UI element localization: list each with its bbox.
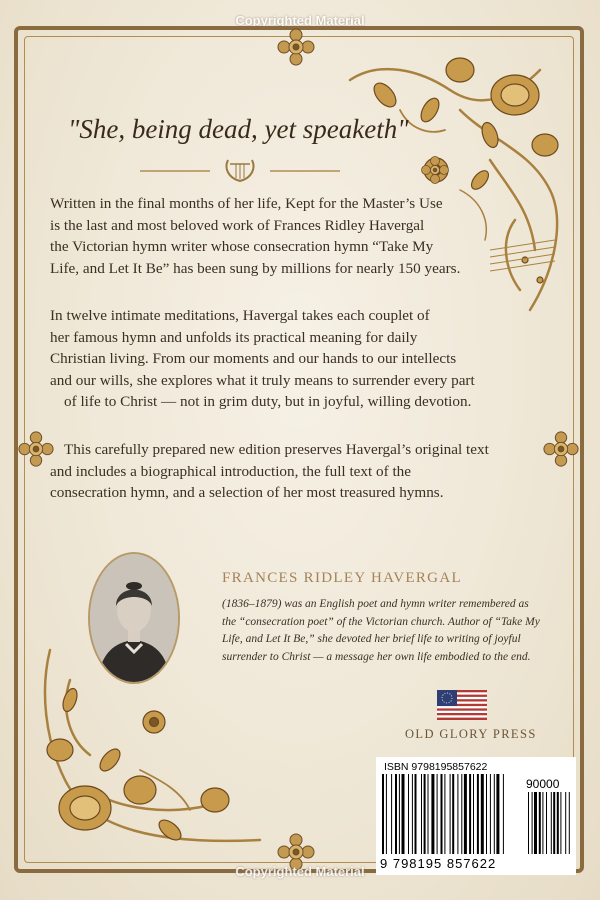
barcode-bar [496, 774, 499, 854]
author-name: FRANCES RIDLEY HAVERGAL [222, 570, 462, 586]
barcode-bar [395, 774, 397, 854]
description-paragraph-1 [50, 193, 530, 279]
barcode-bar [569, 792, 570, 854]
description-paragraph-2 [50, 305, 530, 413]
text-line: Life, and Let It Be,” she devoted her brief life to writing of joyful [222, 633, 521, 645]
barcode-bar [557, 792, 559, 854]
rosette-icon [276, 27, 316, 67]
isbn-barcode [376, 757, 576, 875]
text-line: In twelve intimate meditations, Havergal takes each couplet of [50, 307, 430, 324]
barcode-bar [452, 774, 454, 854]
barcode-bar [539, 792, 541, 854]
barcode-bar [424, 774, 426, 854]
barcode-bar [441, 774, 443, 854]
barcode-bar [428, 774, 429, 854]
barcode-bar [408, 774, 409, 854]
barcode-bar [437, 774, 438, 854]
author-portrait [88, 552, 180, 684]
barcode-bar [457, 774, 458, 854]
text-line: surrender to Christ — a message her own life embodied to the end. [222, 650, 531, 663]
text-line: the Victorian hymn writer whose consecration hymn “Take My [50, 238, 434, 256]
barcode-bar [490, 774, 491, 854]
text-line: This carefully prepared new edition preserves Havergal’s original text [64, 441, 489, 458]
barcode-bar [386, 774, 387, 854]
barcode-bar [494, 774, 495, 854]
barcode-bar [486, 774, 487, 854]
barcode-bar [481, 774, 484, 854]
barcode-bar [532, 792, 533, 854]
text-line: is the last and most beloved work of Frances Ridley Havergal [50, 216, 425, 234]
barcode-bar [565, 792, 566, 854]
text-line: of life to Christ — not in grim duty, but in joyful, willing devotion. [64, 393, 472, 411]
publisher-name: OLD GLORY PRESS [405, 727, 537, 741]
rosette-icon [420, 155, 450, 185]
barcode-bar [528, 792, 529, 854]
barcode-bar [415, 774, 417, 854]
lyre-icon [140, 156, 340, 186]
barcode-bar [542, 792, 543, 854]
rosette-icon [542, 430, 580, 468]
author-bio [222, 596, 552, 666]
barcode-bar [450, 774, 451, 854]
barcode-bar [399, 774, 400, 854]
barcode-bar [412, 774, 413, 854]
description-paragraph-3 [50, 439, 530, 504]
barcode-bar [391, 774, 392, 854]
watermark-bottom: Copyrighted Material [235, 864, 365, 879]
barcode-bar [464, 774, 467, 854]
barcode-bar [560, 792, 561, 854]
text-line: Written in the final months of her life, Kept for the Master’s Use [50, 195, 443, 212]
barcode-bar [503, 774, 504, 854]
cover-quote: "She, being dead, yet speaketh" [68, 114, 409, 144]
watermark-top: Copyrighted Material [235, 13, 365, 28]
barcode-bar [534, 792, 537, 854]
isbn-label: ISBN 9798195857622 [384, 761, 488, 773]
barcode-bar [553, 792, 555, 854]
barcode-bar [444, 774, 445, 854]
barcode-bar [402, 774, 405, 854]
text-line: Life, and Let It Be” has been sung by millions for nearly 150 years. [50, 259, 461, 277]
barcode-bar [546, 792, 547, 854]
barcode-bar [382, 774, 384, 854]
text-line: her famous hymn and unfolds its practical meaning for daily [50, 328, 418, 346]
text-line: consecration hymn, and a selection of her most treasured hymns. [50, 484, 444, 502]
barcode-bar [551, 792, 552, 854]
barcode-bar [421, 774, 422, 854]
barcode-bar [473, 774, 474, 854]
text-line: and includes a biographical introduction, the full text of the [50, 462, 412, 480]
text-line: (1836–1879) was an English poet and hymn writer remembered as [222, 598, 529, 610]
us-flag-icon [437, 690, 487, 720]
portrait-image [90, 554, 178, 682]
price-code: 90000 [526, 777, 560, 791]
rose-flourish-icon [340, 40, 572, 340]
barcode-digits: 9 798195 857622 [380, 856, 497, 871]
barcode-bar [469, 774, 471, 854]
barcode-bar [461, 774, 462, 854]
text-line: and our wills, she explores what it truly means to surrender every part [50, 371, 475, 389]
text-line: Christian living. From our moments and our hands to our intellects [50, 350, 457, 368]
barcode-bar [477, 774, 479, 854]
text-line: the “consecration poet” of the Victorian church. Author of “Take My [222, 615, 540, 628]
barcode-bar [431, 774, 434, 854]
